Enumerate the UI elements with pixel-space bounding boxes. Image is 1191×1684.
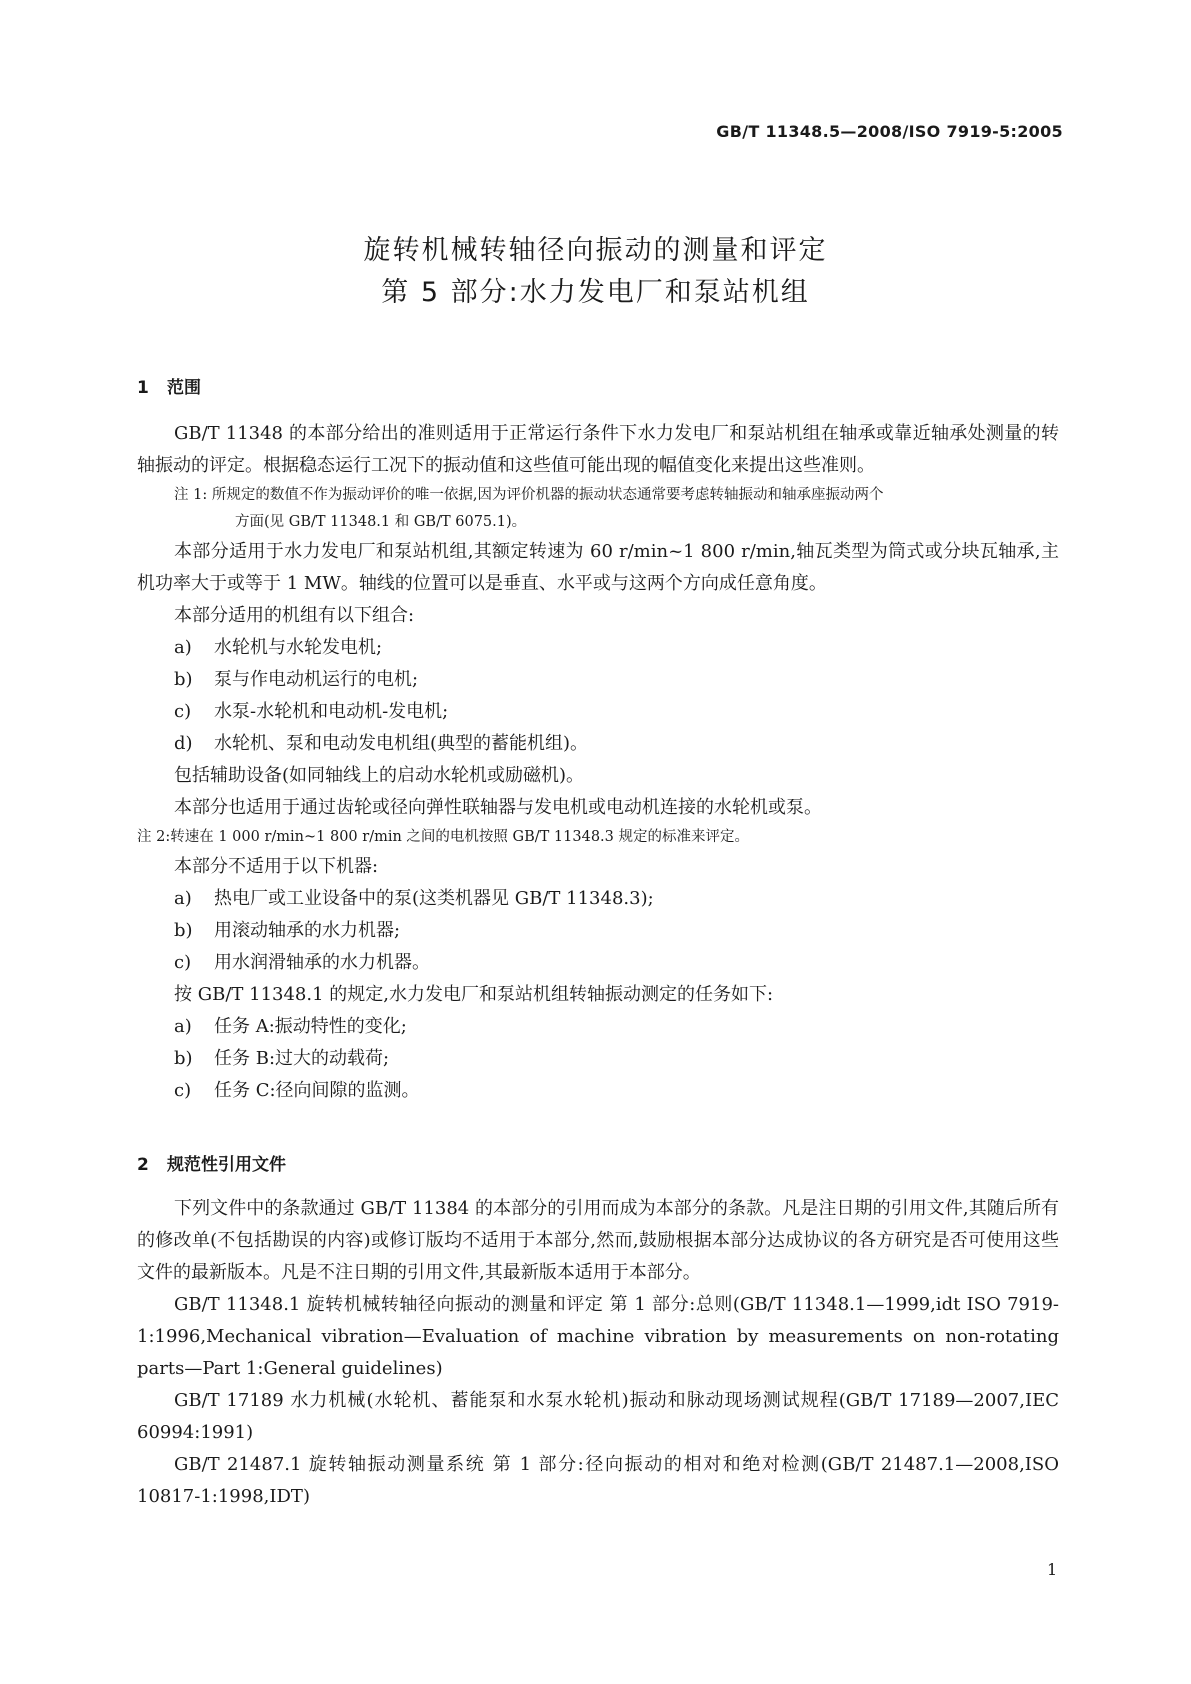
- list-item: b) 泵与作电动机运行的电机;: [174, 669, 419, 690]
- combination-intro: 本部分适用的机组有以下组合:: [174, 605, 415, 626]
- reference-entry: GB/T 21487.1 旋转轴振动测量系统 第 1 部分:径向振动的相对和绝对检测(GB/T 21487.1—2008,ISO 10817-1:1998,IDT): [137, 1454, 1059, 1507]
- note-text-continued: 方面(见 GB/T 11348.1 和 GB/T 6075.1)。: [235, 514, 527, 530]
- list-item: b) 用滚动轴承的水力机器;: [174, 920, 401, 941]
- list-item: c) 水泵-水轮机和电动机-发电机;: [174, 701, 449, 722]
- list-item: a) 水轮机与水轮发电机;: [174, 637, 383, 658]
- note-2: 注 2:转速在 1 000 r/min~1 800 r/min 之间的电机按照 GB/T 11348.3 规定的标准来评定。: [137, 829, 749, 845]
- reference-entry: GB/T 17189 水力机械(水轮机、蓄能泵和水泵水轮机)振动和脉动现场测试规程(GB/T 17189—2007,IEC 60994:1991): [137, 1390, 1059, 1443]
- references-intro: 下列文件中的条款通过 GB/T 11384 的本部分的引用而成为本部分的条款。凡是注日期的引用文件,其随后所有的修改单(不包括勘误的内容)或修订版均不适用于本部分,然而,鼓励根据本部分达成协议的各方研究是否可使用这些文件的最新版本。凡是不注日期的引用文件,其最新版本适用于本部分。: [137, 1198, 1059, 1283]
- section-number: 1: [137, 378, 149, 398]
- auxiliary-paragraph: 包括辅助设备(如同轴线上的启动水轮机或励磁机)。: [174, 765, 585, 786]
- list-item: b) 任务 B:过大的动载荷;: [174, 1048, 390, 1069]
- section-1-heading: [137, 373, 201, 398]
- section-2-body: [137, 1193, 1059, 1513]
- page-number: 1: [1047, 1560, 1058, 1579]
- title-line-1: 旋转机械转轴径向振动的测量和评定: [363, 235, 828, 266]
- list-item: c) 任务 C:径向间隙的监测。: [174, 1080, 420, 1101]
- section-1-body: [137, 418, 1059, 1107]
- list-item: a) 任务 A:振动特性的变化;: [174, 1016, 407, 1037]
- exclusion-intro: 本部分不适用于以下机器:: [174, 856, 379, 877]
- scope-paragraph: GB/T 11348 的本部分给出的准则适用于正常运行条件下水力发电厂和泵站机组在轴承或靠近轴承处测量的转轴振动的评定。根据稳态运行工况下的振动值和这些值可能出现的幅值变化来提出这些准则。: [137, 423, 1059, 476]
- tasks-intro: 按 GB/T 11348.1 的规定,水力发电厂和泵站机组转轴振动测定的任务如下:: [174, 984, 774, 1005]
- section-title: 规范性引用文件: [167, 1155, 286, 1175]
- gear-coupling-paragraph: 本部分也适用于通过齿轮或径向弹性联轴器与发电机或电动机连接的水轮机或泵。: [174, 797, 822, 818]
- list-item: d) 水轮机、泵和电动发电机组(典型的蓄能机组)。: [174, 733, 589, 754]
- note-text: 所规定的数值不作为振动评价的唯一依据,因为评价机器的振动状态通常要考虑转轴振动和轴承座振动两个: [211, 487, 884, 503]
- list-item: a) 热电厂或工业设备中的泵(这类机器见 GB/T 11348.3);: [174, 888, 654, 909]
- list-item: c) 用水润滑轴承的水力机器。: [174, 952, 430, 973]
- section-number: 2: [137, 1155, 149, 1175]
- section-title: 范围: [167, 378, 201, 398]
- title-line-2: 第 5 部分:水力发电厂和泵站机组: [381, 277, 810, 308]
- standard-header: GB/T 11348.5—2008/ISO 7919-5:2005: [716, 122, 1063, 141]
- applicability-paragraph: 本部分适用于水力发电厂和泵站机组,其额定转速为 60 r/min~1 800 r/min,轴瓦类型为筒式或分块瓦轴承,主机功率大于或等于 1 MW。轴线的位置可以是垂直、水平或与这两个方向成任意角度。: [137, 541, 1059, 594]
- section-2-heading: [137, 1150, 286, 1175]
- note-1: [137, 482, 1059, 536]
- reference-entry: GB/T 11348.1 旋转机械转轴径向振动的测量和评定 第 1 部分:总则(GB/T 11348.1—1999,idt ISO 7919-1:1996,Mechanical vibration—Evaluation of machine vibration by measurements on non-rotating parts—Part 1:General guidelines): [137, 1294, 1059, 1379]
- note-label: 注 1:: [174, 487, 208, 503]
